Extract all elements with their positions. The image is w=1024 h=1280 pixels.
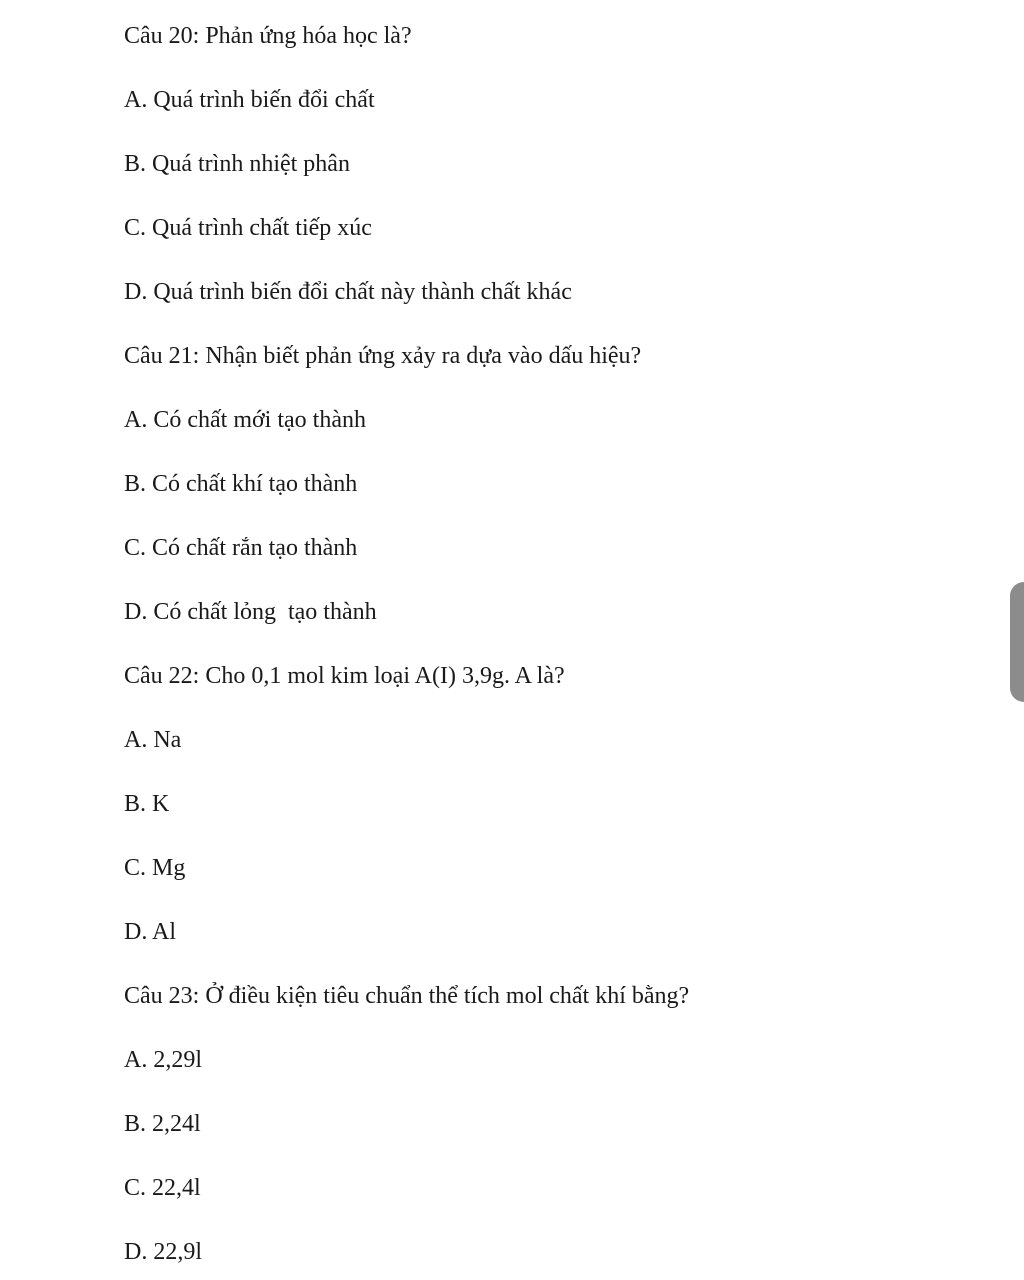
question-21-option-c: C. Có chất rắn tạo thành	[124, 535, 358, 561]
question-20-option-b: B. Quá trình nhiệt phân	[124, 151, 350, 177]
question-21-option-d: D. Có chất lỏng tạo thành	[124, 599, 377, 625]
question-22-option-a: A. Na	[124, 727, 182, 753]
question-23-option-d: D. 22,9l	[124, 1239, 202, 1265]
question-23-option-b: B. 2,24l	[124, 1111, 201, 1137]
question-23-option-a: A. 2,29l	[124, 1047, 202, 1073]
question-22-option-d: D. Al	[124, 919, 177, 945]
question-20-option-a: A. Quá trình biến đổi chất	[124, 87, 375, 113]
question-23-prompt: Câu 23: Ở điều kiện tiêu chuẩn thể tích mol chất khí bằng?	[124, 983, 690, 1009]
question-22-option-b: B. K	[124, 791, 170, 817]
question-22-prompt: Câu 22: Cho 0,1 mol kim loại A(I) 3,9g. A là?	[124, 663, 565, 689]
question-list	[124, 18, 689, 1280]
scrollbar-thumb[interactable]	[1010, 582, 1024, 702]
question-20-prompt: Câu 20: Phản ứng hóa học là?	[124, 23, 412, 49]
question-22-option-c: C. Mg	[124, 855, 186, 881]
question-21-prompt: Câu 21: Nhận biết phản ứng xảy ra dựa vào dấu hiệu?	[124, 343, 642, 369]
question-20-option-c: C. Quá trình chất tiếp xúc	[124, 215, 372, 241]
question-20-option-d: D. Quá trình biến đổi chất này thành chất khác	[124, 279, 572, 305]
question-21-option-b: B. Có chất khí tạo thành	[124, 471, 358, 497]
question-21-option-a: A. Có chất mới tạo thành	[124, 407, 366, 433]
question-23-option-c: C. 22,4l	[124, 1175, 201, 1201]
